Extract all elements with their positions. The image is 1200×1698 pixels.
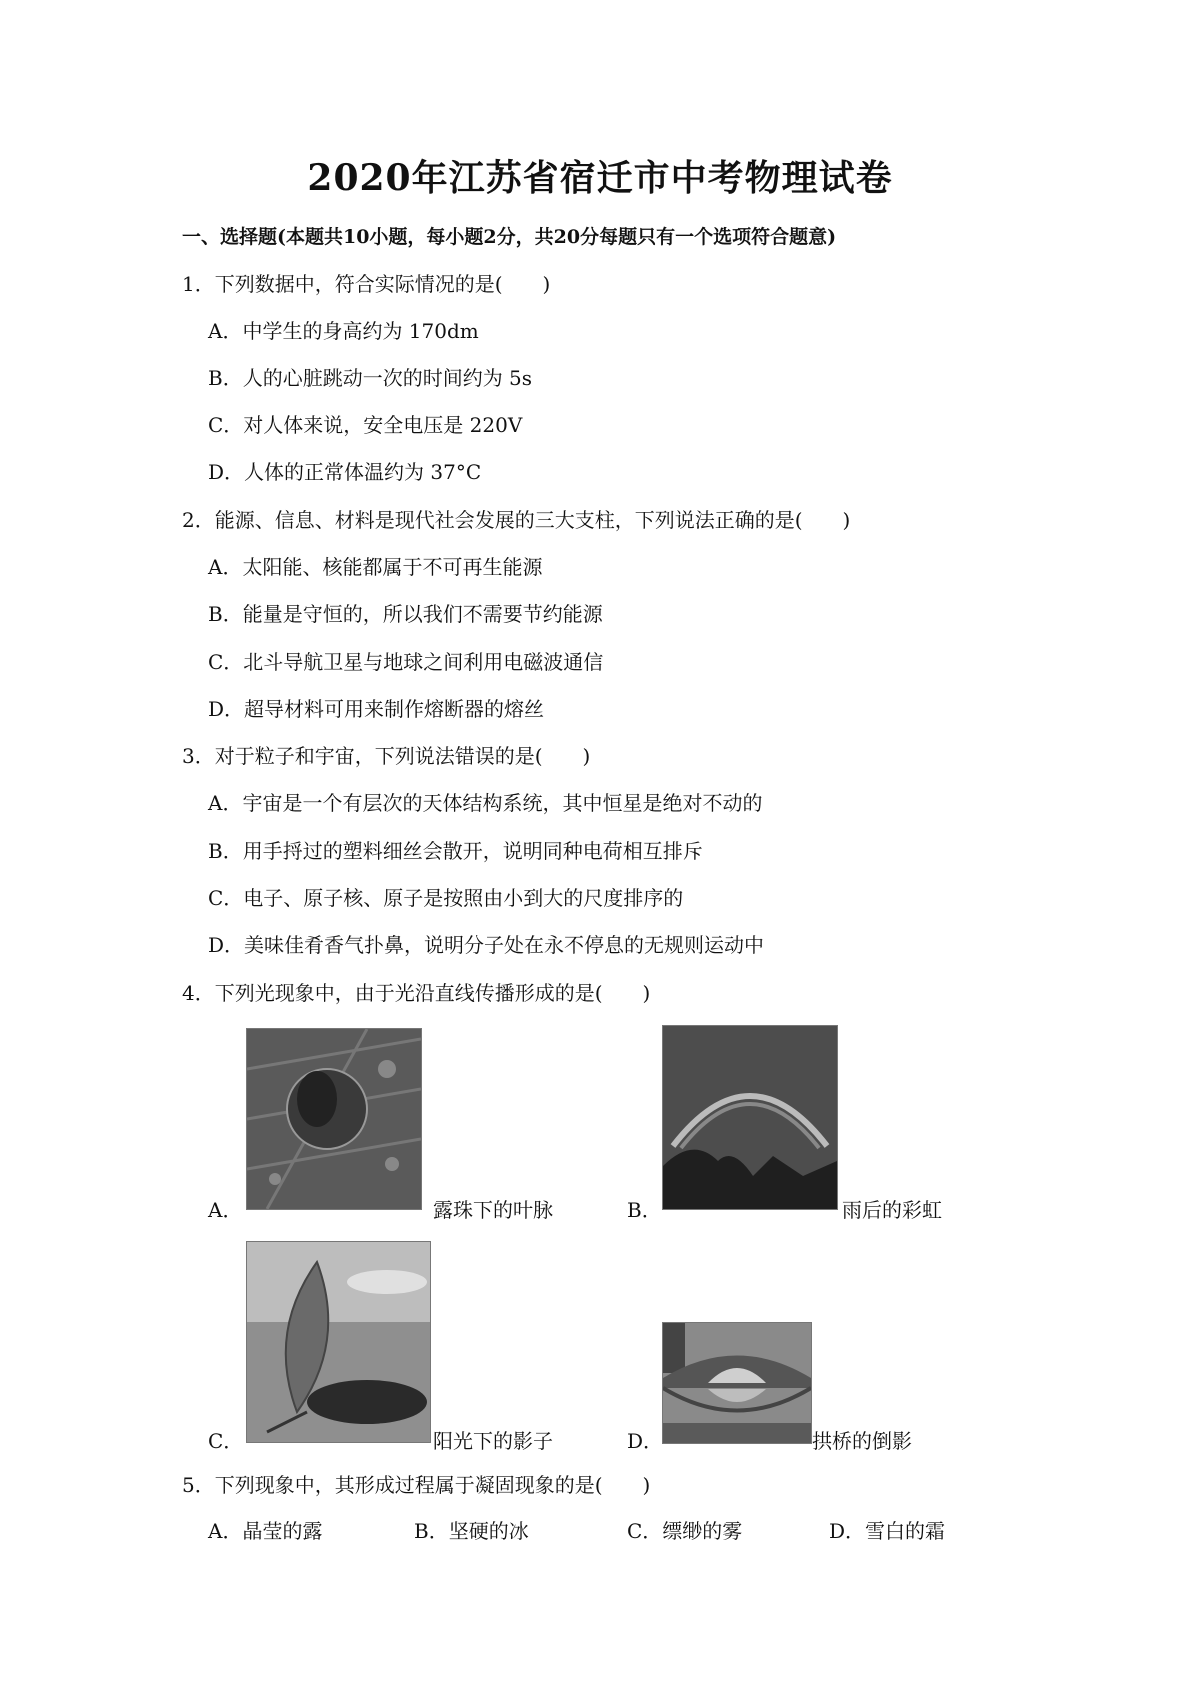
question-2-option-c: C．北斗导航卫星与地球之间利用电磁波通信 [208,650,604,674]
question-1-option-d: D．人体的正常体温约为 37°C [208,460,482,484]
figure-c-caption: 阳光下的影子 [433,1429,553,1453]
question-5-stem: 5．下列现象中，其形成过程属于凝固现象的是( ) [182,1473,651,1497]
question-2-option-b: B．能量是守恒的，所以我们不需要节约能源 [208,602,603,626]
figure-a-caption: 露珠下的叶脉 [433,1198,553,1222]
question-1-option-b: B．人的心脏跳动一次的时间约为 5s [208,366,533,390]
question-1-option-c: C．对人体来说，安全电压是 220V [208,413,523,437]
figure-d-letter: D． [627,1429,664,1453]
figure-c-letter: C． [208,1429,244,1453]
question-3-option-b: B．用手捋过的塑料细丝会散开，说明同种电荷相互排斥 [208,839,703,863]
figure-a-letter: A． [208,1198,243,1222]
question-1-option-a: A．中学生的身高约为 170dm [208,319,479,343]
figure-c-image [246,1241,431,1443]
question-2-option-d: D．超导材料可用来制作熔断器的熔丝 [208,697,545,721]
figure-b-image [662,1025,838,1210]
question-5-option-a: A．晶莹的露 [208,1519,323,1543]
figure-d-image [662,1322,812,1444]
figure-b-letter: B． [627,1198,662,1222]
question-4-stem: 4．下列光现象中，由于光沿直线传播形成的是( ) [182,981,651,1005]
question-2-option-a: A．太阳能、核能都属于不可再生能源 [208,555,543,579]
question-5-option-d: D．雪白的霜 [829,1519,946,1543]
question-1-stem: 1．下列数据中，符合实际情况的是( ) [182,272,551,296]
question-3-option-c: C．电子、原子核、原子是按照由小到大的尺度排序的 [208,886,684,910]
question-3-option-a: A．宇宙是一个有层次的天体结构系统，其中恒星是绝对不动的 [208,791,763,815]
question-2-stem: 2．能源、信息、材料是现代社会发展的三大支柱，下列说法正确的是( ) [182,508,851,532]
question-5-option-c: C．缥缈的雾 [627,1519,743,1543]
section-heading: 一、选择题(本题共10小题，每小题2分，共20分每题只有一个选项符合题意) [182,226,837,248]
question-3-option-d: D．美味佳肴香气扑鼻，说明分子处在永不停息的无规则运动中 [208,933,765,957]
figure-a-image [246,1028,422,1210]
page-title: 2020年江苏省宿迁市中考物理试卷 [307,157,893,199]
figure-b-caption: 雨后的彩虹 [842,1198,942,1222]
question-3-stem: 3．对于粒子和宇宙，下列说法错误的是( ) [182,744,591,768]
question-5-option-b: B．坚硬的冰 [414,1519,529,1543]
figure-d-caption: 拱桥的倒影 [812,1429,912,1453]
